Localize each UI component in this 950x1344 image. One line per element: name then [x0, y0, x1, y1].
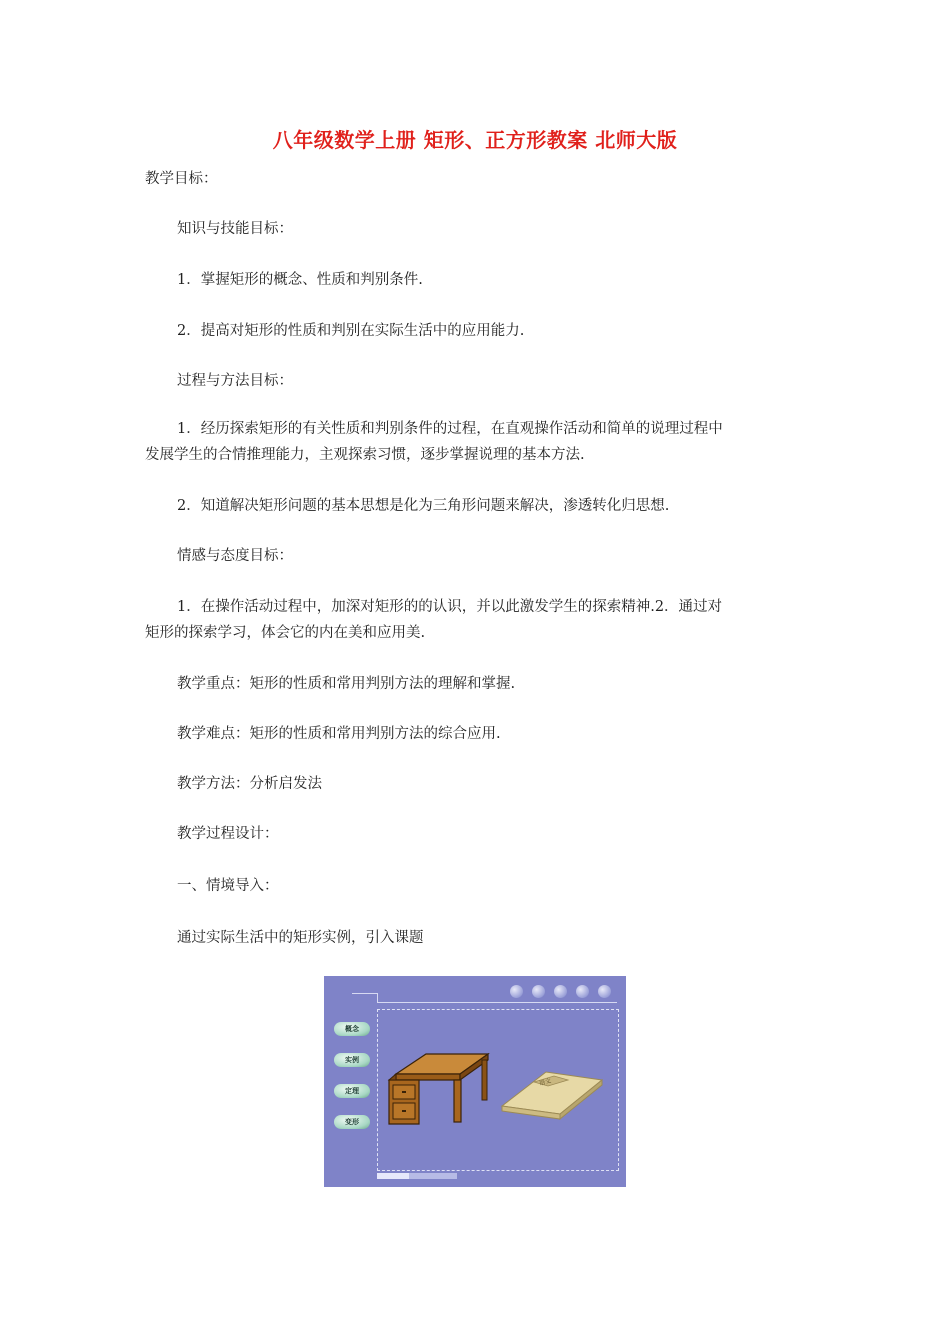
subheading-knowledge-skills: 知识与技能目标： — [177, 221, 293, 237]
nav-circle-icon — [510, 985, 523, 998]
side-button-concept: 概念 — [334, 1022, 370, 1036]
paragraph-line: 矩形的探索学习，体会它的内在美和应用美. — [145, 625, 426, 641]
paragraph-item: 1．掌握矩形的概念、性质和判别条件. — [177, 272, 423, 288]
progress-fill — [377, 1173, 409, 1179]
paragraph-item: 2．知道解决矩形问题的基本思想是化为三角形问题来解决，渗透转化归思想. — [177, 498, 670, 514]
paragraph-line: 1．经历探索矩形的有关性质和判别条件的过程，在直观操作活动和简单的说理过程中 — [177, 421, 723, 437]
paragraph-line: 发展学生的合情推理能力，主观探索习惯，逐步掌握说理的基本方法. — [145, 447, 585, 463]
side-button-theorem: 定理 — [334, 1084, 370, 1098]
nav-circle-icon — [576, 985, 589, 998]
nav-circle-icon — [554, 985, 567, 998]
paragraph-difficulty: 教学难点：矩形的性质和常用判别方法的综合应用. — [177, 726, 501, 742]
side-button-variant: 变形 — [334, 1115, 370, 1129]
section-heading-intro: 一、情境导入： — [177, 878, 279, 894]
courseware-screenshot — [324, 976, 626, 1187]
section-heading-objectives: 教学目标： — [145, 171, 218, 187]
progress-bar — [377, 1173, 457, 1179]
paragraph-key-point: 教学重点：矩形的性质和常用判别方法的理解和掌握. — [177, 676, 516, 692]
paragraph-method: 教学方法：分析启发法 — [177, 776, 322, 792]
frame-line — [377, 1002, 617, 1003]
frame-line — [352, 993, 377, 994]
document-title: 八年级数学上册 矩形、正方形教案 北师大版 — [272, 128, 678, 152]
side-button-example: 实例 — [334, 1053, 370, 1067]
paragraph-line: 1．在操作活动过程中，加深对矩形的的认识，并以此激发学生的探索精神.2．通过对 — [177, 599, 723, 615]
book-label: 语文 — [538, 1077, 552, 1088]
desk-illustration — [384, 1046, 494, 1126]
subheading-process-method: 过程与方法目标： — [177, 373, 293, 389]
book-illustration — [498, 1062, 608, 1122]
paragraph-item: 2．提高对矩形的性质和判别在实际生活中的应用能力. — [177, 323, 525, 339]
nav-circle-icon — [532, 985, 545, 998]
paragraph-process-design: 教学过程设计： — [177, 826, 279, 842]
paragraph-item: 通过实际生活中的矩形实例，引入课题 — [177, 930, 424, 946]
nav-circle-icon — [598, 985, 611, 998]
subheading-emotion-attitude: 情感与态度目标： — [177, 548, 293, 564]
